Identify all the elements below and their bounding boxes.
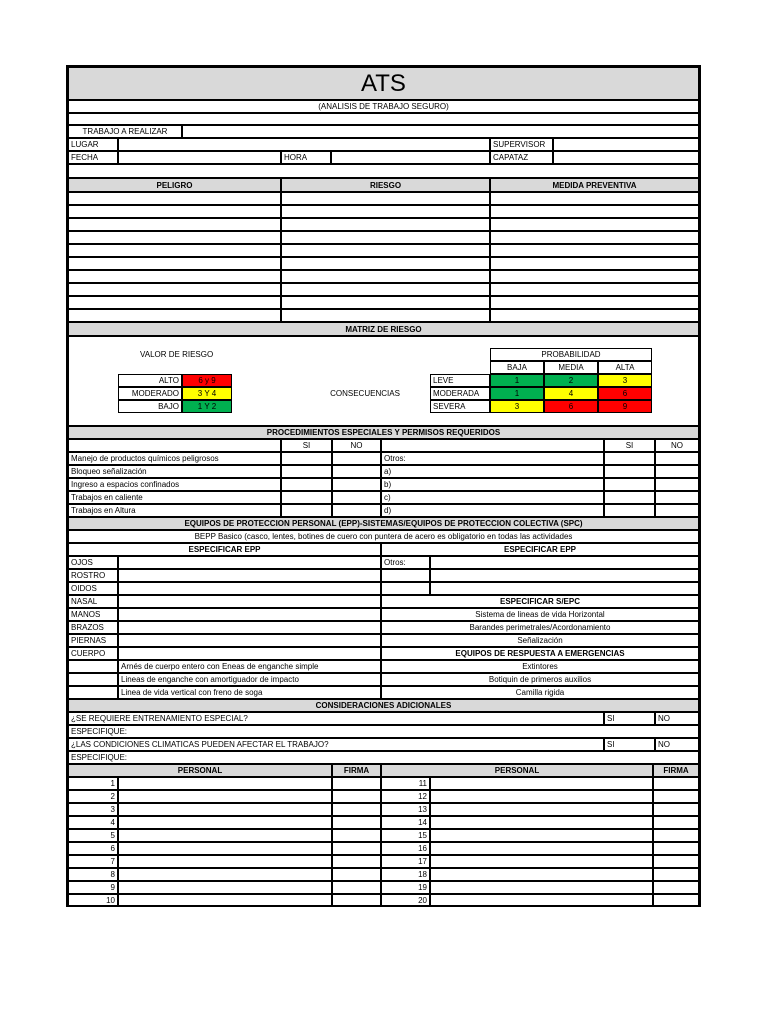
risk-table-cell[interactable] (490, 231, 699, 244)
valor-value: 6 y 9 (182, 374, 232, 387)
personnel-number: 13 (381, 803, 430, 816)
procedure-si-checkbox[interactable] (604, 465, 655, 478)
risk-table-cell[interactable] (281, 309, 490, 322)
risk-table-cell[interactable] (68, 270, 281, 283)
matrix-value: 9 (598, 400, 652, 413)
epp-item-field[interactable] (118, 647, 381, 660)
epp-blank-cell[interactable] (430, 582, 699, 595)
risk-table-cell[interactable] (281, 244, 490, 257)
personnel-name-field[interactable] (430, 829, 653, 842)
matrix-value: 1 (490, 387, 544, 400)
prob-col-media: MEDIA (544, 361, 598, 374)
consequence-label: LEVE (430, 374, 490, 387)
hora-field[interactable] (331, 151, 490, 164)
personal-header: PERSONAL (381, 764, 653, 777)
risk-table-cell[interactable] (68, 205, 281, 218)
page-title: ATS (68, 67, 699, 100)
emergencias-header: EQUIPOS DE RESPUESTA A EMERGENCIAS (381, 647, 699, 660)
hora-label: HORA (281, 151, 331, 164)
risk-table-cell[interactable] (490, 296, 699, 309)
personnel-signature-field[interactable] (332, 829, 381, 842)
supervisor-label: SUPERVISOR (490, 138, 553, 151)
personnel-number: 3 (68, 803, 118, 816)
personnel-name-field[interactable] (118, 855, 332, 868)
procedure-si-checkbox[interactable] (604, 491, 655, 504)
si-header: SI (604, 439, 655, 452)
risk-table-cell[interactable] (281, 283, 490, 296)
risk-table-cell[interactable] (490, 218, 699, 231)
personnel-name-field[interactable] (430, 842, 653, 855)
personnel-name-field[interactable] (430, 881, 653, 894)
firma-header: FIRMA (653, 764, 699, 777)
personnel-number: 5 (68, 829, 118, 842)
risk-table-cell[interactable] (281, 205, 490, 218)
epp-item-field[interactable] (118, 608, 381, 621)
procedure-si-checkbox[interactable] (281, 465, 332, 478)
especificar-epp-header: ESPECIFICAR EPP (381, 543, 699, 556)
risk-table-cell[interactable] (281, 192, 490, 205)
personnel-number: 7 (68, 855, 118, 868)
matrix-value: 3 (598, 374, 652, 387)
epp-item-field[interactable] (118, 595, 381, 608)
firma-header: FIRMA (332, 764, 381, 777)
personal-header: PERSONAL (68, 764, 332, 777)
personnel-signature-field[interactable] (653, 829, 699, 842)
personnel-number: 20 (381, 894, 430, 907)
personnel-number: 15 (381, 829, 430, 842)
procedure-no-checkbox[interactable] (655, 465, 699, 478)
personnel-number: 17 (381, 855, 430, 868)
risk-table-cell[interactable] (68, 296, 281, 309)
procedure-no-checkbox[interactable] (332, 465, 381, 478)
personnel-name-field[interactable] (430, 803, 653, 816)
q1-no[interactable]: NO (655, 712, 699, 725)
question-2: ¿LAS CONDICIONES CLIMATICAS PUEDEN AFECTAR EL TRABAJO? (68, 738, 604, 751)
no-header: NO (655, 439, 699, 452)
medida-header: MEDIDA PREVENTIVA (490, 178, 699, 192)
ats-form (66, 65, 701, 907)
emergencias-item: Botiquin de primeros auxilios (381, 673, 699, 686)
valor-value: 1 Y 2 (182, 400, 232, 413)
risk-table-cell[interactable] (281, 231, 490, 244)
epp-item-label: CUERPO (68, 647, 118, 660)
page-subtitle: (ANALISIS DE TRABAJO SEGURO) (68, 100, 699, 113)
personnel-number: 10 (68, 894, 118, 907)
procedure-no-checkbox[interactable] (655, 491, 699, 504)
personnel-signature-field[interactable] (332, 855, 381, 868)
personnel-name-field[interactable] (430, 894, 653, 907)
trabajo-field[interactable] (182, 125, 699, 138)
q1-si[interactable]: SI (604, 712, 655, 725)
procedure-item: Manejo de productos químicos peligrosos (68, 452, 281, 465)
personnel-signature-field[interactable] (653, 894, 699, 907)
procedure-other-item: a) (381, 465, 604, 478)
risk-table-cell[interactable] (68, 257, 281, 270)
procedure-si-checkbox[interactable] (604, 504, 655, 517)
personnel-signature-field[interactable] (332, 790, 381, 803)
epp-blank-cell[interactable] (430, 569, 699, 582)
supervisor-field[interactable] (553, 138, 699, 151)
personnel-name-field[interactable] (118, 868, 332, 881)
procedure-other-item: d) (381, 504, 604, 517)
personnel-number: 14 (381, 816, 430, 829)
personnel-signature-field[interactable] (332, 816, 381, 829)
personnel-number: 11 (381, 777, 430, 790)
epp-item-label: ROSTRO (68, 569, 118, 582)
personnel-number: 18 (381, 868, 430, 881)
q2-no[interactable]: NO (655, 738, 699, 751)
capataz-label: CAPATAZ (490, 151, 553, 164)
capataz-field[interactable] (553, 151, 699, 164)
personnel-name-field[interactable] (118, 790, 332, 803)
no-header: NO (332, 439, 381, 452)
spc-item: Barandes perimetrales/Acordonamiento (381, 621, 699, 634)
risk-table-cell[interactable] (281, 218, 490, 231)
risk-table-cell[interactable] (490, 270, 699, 283)
procedure-item: Trabajos en Altura (68, 504, 281, 517)
procedure-no-checkbox[interactable] (332, 452, 381, 465)
personnel-signature-field[interactable] (653, 803, 699, 816)
epp-blank-cell (381, 582, 430, 595)
risk-table-cell[interactable] (281, 270, 490, 283)
procedure-si-checkbox[interactable] (281, 452, 332, 465)
personnel-name-field[interactable] (118, 842, 332, 855)
epp-item-field[interactable] (118, 582, 381, 595)
matrix-value: 1 (490, 374, 544, 387)
epp-item-label: BRAZOS (68, 621, 118, 634)
epp-blank-cell (68, 686, 118, 699)
matrix-value: 3 (490, 400, 544, 413)
prob-col-baja: BAJA (490, 361, 544, 374)
matrix-value: 4 (544, 387, 598, 400)
personnel-name-field[interactable] (118, 894, 332, 907)
personnel-signature-field[interactable] (332, 842, 381, 855)
personnel-name-field[interactable] (118, 829, 332, 842)
spc-item: Señalización (381, 634, 699, 647)
personnel-signature-field[interactable] (332, 881, 381, 894)
procedure-item: Bloqueo señalización (68, 465, 281, 478)
procedure-si-checkbox[interactable] (604, 478, 655, 491)
epp-basic-note: BEPP Basico (casco, lentes, botines de cuero con puntera de acero es obligatorio en todas las actividades (68, 530, 699, 543)
risk-table-cell[interactable] (490, 244, 699, 257)
procedure-item: Trabajos en caliente (68, 491, 281, 504)
procedure-si-checkbox[interactable] (281, 504, 332, 517)
spacer-row (68, 164, 699, 178)
personnel-signature-field[interactable] (653, 855, 699, 868)
procedure-no-checkbox[interactable] (332, 504, 381, 517)
procedure-si-checkbox[interactable] (281, 491, 332, 504)
q2-si[interactable]: SI (604, 738, 655, 751)
risk-table-cell[interactable] (68, 244, 281, 257)
personnel-name-field[interactable] (430, 868, 653, 881)
personnel-name-field[interactable] (430, 816, 653, 829)
lugar-field[interactable] (118, 138, 490, 151)
personnel-name-field[interactable] (118, 881, 332, 894)
especifique-1[interactable]: ESPECIFIQUE: (68, 725, 699, 738)
personnel-number: 6 (68, 842, 118, 855)
epp-item-field[interactable] (118, 569, 381, 582)
prob-col-alta: ALTA (598, 361, 652, 374)
procedure-item: Ingreso a espacios confinados (68, 478, 281, 491)
matrix-value: 2 (544, 374, 598, 387)
procedure-no-checkbox[interactable] (655, 478, 699, 491)
risk-table-cell[interactable] (281, 296, 490, 309)
risk-table-cell[interactable] (490, 205, 699, 218)
fecha-field[interactable] (118, 151, 281, 164)
personnel-signature-field[interactable] (332, 803, 381, 816)
personnel-number: 4 (68, 816, 118, 829)
valor-label: ALTO (118, 374, 182, 387)
procedure-other-item: b) (381, 478, 604, 491)
personnel-number: 9 (68, 881, 118, 894)
valor-riesgo-label: VALOR DE RIESGO (140, 350, 214, 359)
personnel-signature-field[interactable] (653, 790, 699, 803)
lugar-label: LUGAR (68, 138, 118, 151)
cuerpo-item: Arnés de cuerpo entero con Eneas de enganche simple (118, 660, 381, 673)
risk-table-cell[interactable] (68, 192, 281, 205)
risk-table-cell[interactable] (68, 218, 281, 231)
personnel-signature-field[interactable] (653, 842, 699, 855)
especifique-2[interactable]: ESPECIFIQUE: (68, 751, 699, 764)
epp-item-field[interactable] (118, 621, 381, 634)
personnel-number: 19 (381, 881, 430, 894)
spc-item: Sistema de lineas de vida Horizontal (381, 608, 699, 621)
risk-table-cell[interactable] (490, 283, 699, 296)
personnel-signature-field[interactable] (653, 868, 699, 881)
procedure-no-checkbox[interactable] (655, 504, 699, 517)
valor-value: 3 Y 4 (182, 387, 232, 400)
personnel-name-field[interactable] (430, 855, 653, 868)
risk-table-cell[interactable] (68, 309, 281, 322)
cuerpo-item: Linea de vida vertical con freno de soga (118, 686, 381, 699)
spacer-row (68, 113, 699, 125)
personnel-name-field[interactable] (118, 803, 332, 816)
emergencias-item: Camilla rigida (381, 686, 699, 699)
consequence-label: SEVERA (430, 400, 490, 413)
epp-item-field[interactable] (118, 634, 381, 647)
epp-item-field[interactable] (118, 556, 381, 569)
procedure-no-checkbox[interactable] (655, 452, 699, 465)
fecha-label: FECHA (68, 151, 118, 164)
si-header: SI (281, 439, 332, 452)
risk-table-cell[interactable] (490, 192, 699, 205)
especificar-epp-header: ESPECIFICAR EPP (68, 543, 381, 556)
question-1: ¿SE REQUIERE ENTRENAMIENTO ESPECIAL? (68, 712, 604, 725)
risk-table-cell[interactable] (68, 231, 281, 244)
valor-label: MODERADO (118, 387, 182, 400)
personnel-number: 16 (381, 842, 430, 855)
procedure-si-checkbox[interactable] (281, 478, 332, 491)
especificar-spc-header: ESPECIFICAR S/EPC (381, 595, 699, 608)
epp-title: EQUIPOS DE PROTECCION PERSONAL (EPP)-SISTEMAS/EQUIPOS DE PROTECCION COLECTIVA (SPC) (68, 517, 699, 530)
procedure-other-item: c) (381, 491, 604, 504)
peligro-header: PELIGRO (68, 178, 281, 192)
procedures-blank-header (381, 439, 604, 452)
personnel-name-field[interactable] (118, 816, 332, 829)
procedures-blank-header (68, 439, 281, 452)
otros-field[interactable] (430, 556, 699, 569)
otros-label: Otros: (381, 556, 430, 569)
risk-table-cell[interactable] (281, 257, 490, 270)
epp-blank-cell (381, 569, 430, 582)
epp-item-label: PIERNAS (68, 634, 118, 647)
epp-item-label: OJOS (68, 556, 118, 569)
personnel-signature-field[interactable] (332, 777, 381, 790)
personnel-number: 1 (68, 777, 118, 790)
epp-item-label: MANOS (68, 608, 118, 621)
risk-table-cell[interactable] (490, 309, 699, 322)
personnel-number: 2 (68, 790, 118, 803)
procedure-si-checkbox[interactable] (604, 452, 655, 465)
consecuencias-label: CONSECUENCIAS (330, 389, 400, 398)
personnel-signature-field[interactable] (653, 881, 699, 894)
consequence-label: MODERADA (430, 387, 490, 400)
risk-table-cell[interactable] (490, 257, 699, 270)
matrix-value: 6 (598, 387, 652, 400)
procedure-no-checkbox[interactable] (332, 491, 381, 504)
personnel-name-field[interactable] (430, 790, 653, 803)
riesgo-header: RIESGO (281, 178, 490, 192)
personnel-name-field[interactable] (430, 777, 653, 790)
matrix-value: 6 (544, 400, 598, 413)
matriz-title: MATRIZ DE RIESGO (68, 322, 699, 336)
procedure-no-checkbox[interactable] (332, 478, 381, 491)
epp-item-label: NASAL (68, 595, 118, 608)
procedimientos-title: PROCEDIMIENTOS ESPECIALES Y PERMISOS REQUERIDOS (68, 426, 699, 439)
personnel-signature-field[interactable] (332, 868, 381, 881)
personnel-signature-field[interactable] (332, 894, 381, 907)
emergencias-item: Extintores (381, 660, 699, 673)
personnel-signature-field[interactable] (653, 816, 699, 829)
personnel-number: 8 (68, 868, 118, 881)
valor-label: BAJO (118, 400, 182, 413)
epp-item-label: OIDOS (68, 582, 118, 595)
trabajo-label: TRABAJO A REALIZAR (68, 125, 182, 138)
consideraciones-title: CONSIDERACIONES ADICIONALES (68, 699, 699, 712)
epp-blank-cell (68, 673, 118, 686)
personnel-name-field[interactable] (118, 777, 332, 790)
personnel-signature-field[interactable] (653, 777, 699, 790)
risk-table-cell[interactable] (68, 283, 281, 296)
procedure-other-item: Otros: (381, 452, 604, 465)
probabilidad-label: PROBABILIDAD (490, 348, 652, 361)
cuerpo-item: Lineas de enganche con amortiguador de impacto (118, 673, 381, 686)
epp-blank-cell (68, 660, 118, 673)
personnel-number: 12 (381, 790, 430, 803)
